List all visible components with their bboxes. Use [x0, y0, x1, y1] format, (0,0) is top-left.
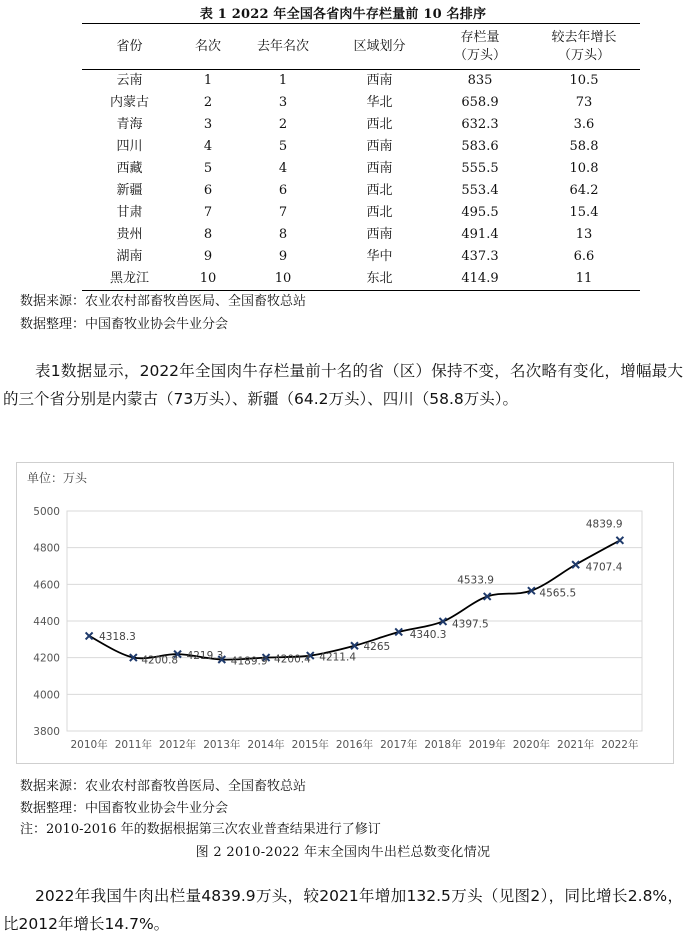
header-province: 省份 — [82, 24, 177, 70]
x-tick-label: 2010年 — [70, 739, 108, 751]
cell-rank: 6 — [203, 183, 213, 198]
cell-prev-rank: 2 — [278, 117, 288, 132]
series-line — [89, 540, 620, 659]
table-row — [82, 246, 640, 268]
cell-growth: 10.5 — [569, 73, 599, 88]
data-label: 4318.3 — [99, 630, 136, 643]
table-row — [82, 114, 640, 136]
x-tick-label: 2018年 — [424, 739, 462, 751]
cell-prev-rank: 6 — [278, 183, 288, 198]
cell-stock: 414.9 — [432, 268, 528, 291]
table-row — [82, 180, 640, 202]
cell-province: 贵州 — [116, 227, 143, 242]
figure-footnote: 注：2010-2016 年的数据根据第三次农业普查结果进行了修订 — [20, 822, 381, 837]
cell-region: 西北 — [366, 205, 393, 220]
cell-rank: 8 — [203, 227, 213, 242]
cell-growth: 10.8 — [569, 161, 599, 176]
data-label: 4200.8 — [141, 654, 179, 667]
cell-prev-rank: 8 — [278, 227, 288, 242]
header-growth-line2: （万头） — [557, 47, 610, 63]
x-tick-label: 2017年 — [380, 739, 418, 751]
x-tick-label: 2014年 — [247, 739, 285, 751]
cell-region: 西北 — [366, 183, 393, 198]
cell-growth: 11 — [528, 268, 640, 291]
header-growth — [528, 24, 640, 70]
y-tick-label: 4800 — [33, 542, 60, 555]
x-tick-label: 2011年 — [114, 739, 152, 751]
x-tick-label: 2013年 — [203, 739, 241, 751]
cell-rank: 4 — [203, 139, 213, 154]
table-compiler-note: 数据整理：中国畜牧业协会牛业分会 — [20, 317, 229, 332]
cell-prev-rank: 5 — [278, 139, 288, 154]
cell-rank: 1 — [203, 73, 213, 88]
cell-stock: 658.9 — [461, 95, 499, 110]
cell-growth: 73 — [575, 95, 593, 110]
y-tick-label: 4200 — [33, 652, 60, 665]
data-label: 4211.4 — [319, 651, 357, 664]
header-prev-rank: 去年名次 — [239, 24, 327, 70]
y-tick-label: 3800 — [33, 726, 60, 738]
cell-region: 西南 — [366, 73, 393, 88]
header-stock — [432, 24, 528, 70]
cell-region: 西南 — [366, 139, 393, 154]
cell-region: 华中 — [366, 249, 393, 264]
data-label: 4397.5 — [451, 618, 489, 631]
x-tick-label: 2016年 — [335, 739, 374, 751]
data-point-marker — [572, 561, 579, 568]
header-region: 区域划分 — [327, 24, 432, 70]
cell-growth: 64.2 — [569, 183, 599, 198]
cell-rank: 2 — [203, 95, 213, 110]
table-row — [82, 202, 640, 224]
cell-stock: 495.5 — [461, 205, 499, 220]
cell-province: 湖南 — [116, 249, 143, 264]
header-rank: 名次 — [177, 24, 239, 70]
cell-growth: 13 — [575, 227, 593, 242]
header-stock-line2: （万头） — [453, 47, 506, 63]
cell-province: 四川 — [116, 139, 143, 154]
table-caption: 表 1 2022 年全国各省肉牛存栏量前 10 名排序 — [199, 7, 487, 22]
rank-table — [82, 23, 640, 291]
cell-growth: 15.4 — [569, 205, 599, 220]
header-growth-line1: 较去年增长 — [551, 29, 617, 45]
cell-stock: 583.6 — [461, 139, 499, 154]
table-row — [82, 70, 640, 93]
cell-province: 内蒙古 — [109, 95, 149, 110]
cell-growth: 3.6 — [573, 117, 595, 132]
data-label: 4533.9 — [457, 574, 494, 587]
paragraph-slaughter-summary: 2022年我国牛肉出栏量4839.9万头，较2021年增加132.5万头（见图2），同比增长2.8%，比2012年增长14.7%。 — [3, 887, 683, 933]
figure-caption: 图 2 2010-2022 年末全国肉牛出栏总数变化情况 — [195, 845, 491, 860]
data-label: 4219.3 — [186, 650, 224, 663]
x-tick-label: 2015年 — [291, 739, 329, 751]
table-header-row — [82, 24, 640, 70]
cell-stock: 553.4 — [461, 183, 499, 198]
data-label: 4265 — [363, 640, 391, 653]
cell-rank: 3 — [203, 117, 213, 132]
y-tick-label: 4400 — [33, 616, 60, 628]
cell-growth: 58.8 — [569, 139, 599, 154]
table-row — [82, 268, 640, 291]
paragraph-table-summary: 表1数据显示，2022年全国肉牛存栏量前十名的省（区）保持不变，名次略有变化，增幅最大的三个省分别是内蒙古（73万头）、新疆（64.2万头）、四川（58.8万头）。 — [3, 362, 683, 408]
x-tick-label: 2022年 — [601, 739, 639, 751]
data-label: 4189.9 — [230, 655, 268, 668]
cell-region: 西北 — [366, 117, 393, 132]
data-point-marker — [616, 537, 623, 544]
header-stock-line1: 存栏量 — [460, 29, 500, 45]
y-tick-label: 4000 — [33, 689, 60, 702]
cell-stock: 835 — [467, 73, 493, 88]
cell-rank: 5 — [203, 161, 213, 176]
data-label: 4707.4 — [585, 561, 623, 574]
cell-province: 云南 — [116, 73, 143, 88]
data-label: 4200.4 — [274, 653, 311, 666]
figure-source-note: 数据来源：农业农村部畜牧兽医局、全国畜牧总站 — [20, 779, 307, 794]
cell-growth: 6.6 — [573, 249, 595, 264]
x-tick-label: 2020年 — [512, 739, 551, 751]
data-label: 4340.3 — [409, 628, 447, 641]
cell-prev-rank: 7 — [278, 205, 288, 220]
table-source-note: 数据来源：农业农村部畜牧兽医局、全国畜牧总站 — [20, 294, 307, 309]
cell-province: 西藏 — [116, 161, 143, 176]
line-chart — [17, 463, 673, 763]
table-row — [82, 136, 640, 158]
cell-region: 东北 — [327, 268, 432, 291]
cell-province: 青海 — [116, 117, 143, 132]
cell-province: 黑龙江 — [82, 268, 177, 291]
data-label: 4565.5 — [539, 587, 577, 600]
cell-prev-rank: 10 — [239, 268, 327, 291]
table-row — [82, 158, 640, 180]
cell-region: 华北 — [366, 95, 393, 110]
cell-province: 新疆 — [116, 183, 143, 198]
table-row — [82, 92, 640, 114]
figure-compiler-note: 数据整理：中国畜牧业协会牛业分会 — [20, 801, 229, 816]
cell-stock: 632.3 — [461, 117, 499, 132]
cell-province: 甘肃 — [116, 205, 143, 220]
cell-prev-rank: 1 — [278, 73, 288, 88]
cell-stock: 437.3 — [461, 249, 499, 264]
data-point-marker — [86, 632, 93, 639]
cell-prev-rank: 4 — [278, 161, 288, 176]
y-tick-label: 4600 — [33, 579, 60, 592]
x-tick-label: 2019年 — [468, 739, 506, 751]
cell-rank: 10 — [177, 268, 239, 291]
x-tick-label: 2012年 — [158, 739, 197, 751]
chart-unit-label: 单位：万头 — [27, 471, 88, 485]
cell-rank: 9 — [203, 249, 213, 264]
y-tick-label: 5000 — [33, 506, 60, 518]
table-row — [82, 224, 640, 246]
cell-region: 西南 — [366, 161, 393, 176]
cell-stock: 491.4 — [461, 227, 499, 242]
cell-rank: 7 — [203, 205, 213, 220]
data-label: 4839.9 — [585, 518, 623, 531]
cell-prev-rank: 9 — [278, 249, 288, 264]
x-tick-label: 2021年 — [557, 739, 595, 751]
cell-stock: 555.5 — [461, 161, 499, 176]
cell-region: 西南 — [366, 227, 393, 242]
chart-frame — [16, 462, 674, 764]
cell-prev-rank: 3 — [278, 95, 288, 110]
